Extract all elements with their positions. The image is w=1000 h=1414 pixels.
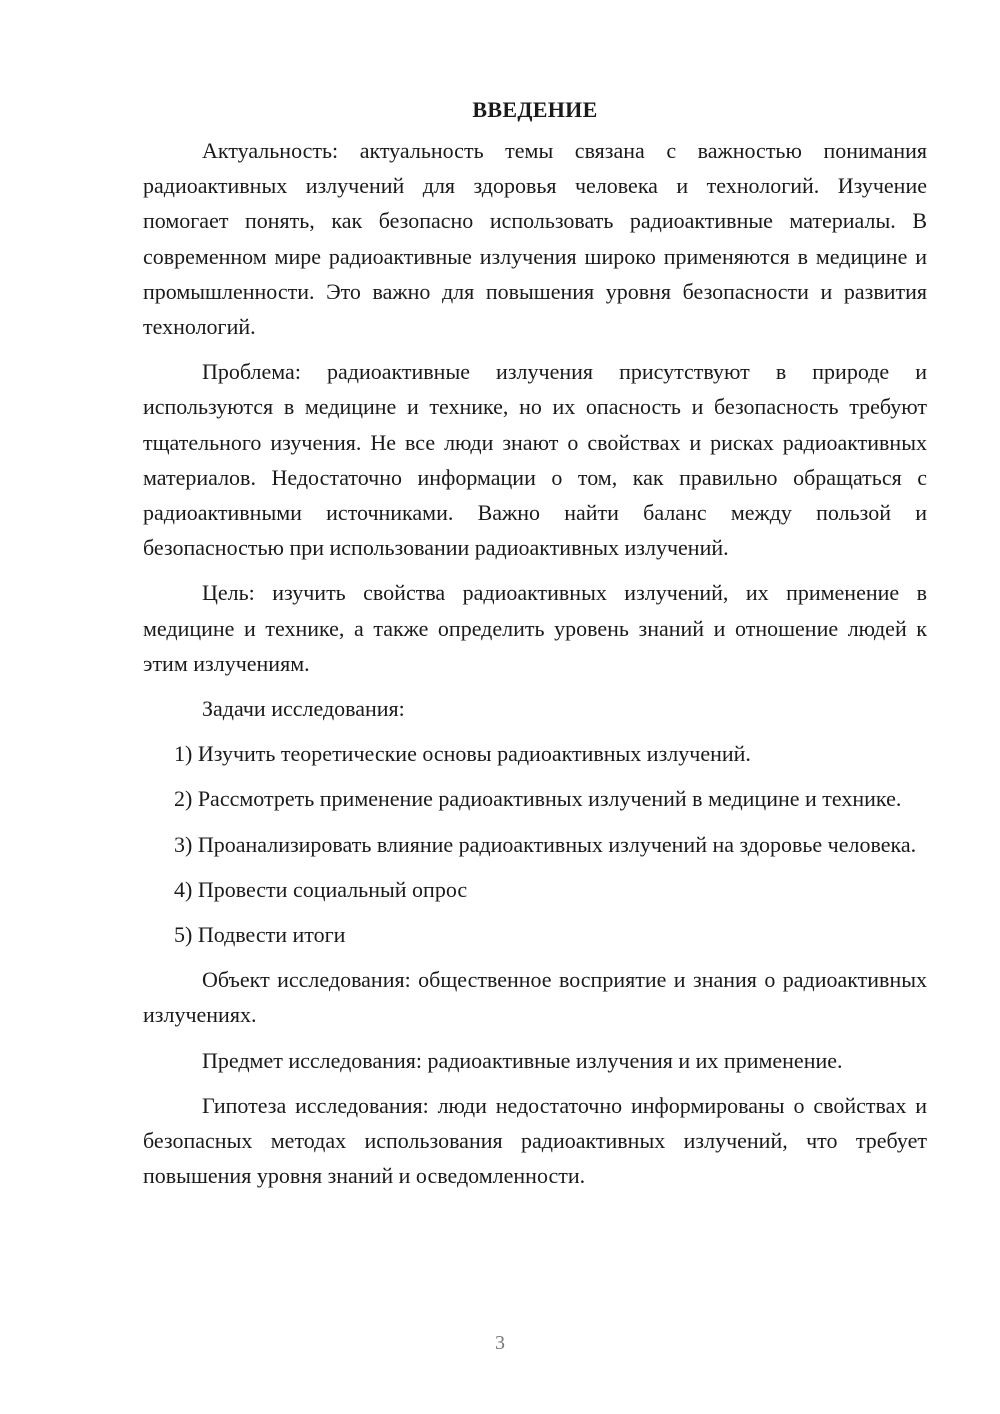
page-number: 3 <box>495 1332 505 1354</box>
subject-paragraph: Предмет исследования: радиоактивные излучения и их применение. <box>202 1047 843 1073</box>
document-page <box>143 92 927 1203</box>
problem-paragraph: Проблема: радиоактивные излучения присутствуют в природе и используются в медицине и технике, но их опасность и безопасность требуют тщательного изучения. Не все люди знают о свойствах и рисках радиоактивных материалов. Недостаточно информации о том, как правильно обращаться с радиоактивными источниками. Важно найти баланс между пользой и безопасностью при использовании радиоактивных излучений. <box>143 359 927 561</box>
relevance-paragraph: Актуальность: актуальность темы связана с важностью понимания радиоактивных излучений для здоровья человека и технологий. Изучение помогает понять, как безопасно использовать радиоактивные материалы. В современном мире радиоактивные излучения широко применяются в медицине и промышленности. Это важно для повышения уровня безопасности и развития технологий. <box>143 138 927 340</box>
task-item-4: 4) Провести социальный опрос <box>174 876 468 902</box>
hypothesis-paragraph: Гипотеза исследования: люди недостаточно информированы о свойствах и безопасных методах использования радиоактивных излучений, что требует повышения уровня знаний и осведомленности. <box>143 1092 927 1189</box>
tasks-title: Задачи исследования: <box>202 696 405 722</box>
task-item-3: 3) Проанализировать влияние радиоактивных излучений на здоровье человека. <box>174 831 917 857</box>
task-item-5: 5) Подвести итоги <box>174 922 346 948</box>
goal-paragraph: Цель: изучить свойства радиоактивных излучений, их применение в медицине и технике, а также определить уровень знаний и отношение людей к этим излучениям. <box>143 580 927 676</box>
object-paragraph: Объект исследования: общественное восприятие и знания о радиоактивных излучениях. <box>143 967 927 1028</box>
page-title: ВВЕДЕНИЕ <box>472 97 598 122</box>
task-item-1: 1) Изучить теоретические основы радиоактивных излучений. <box>174 741 751 767</box>
task-item-2: 2) Рассмотреть применение радиоактивных излучений в медицине и технике. <box>174 786 902 812</box>
